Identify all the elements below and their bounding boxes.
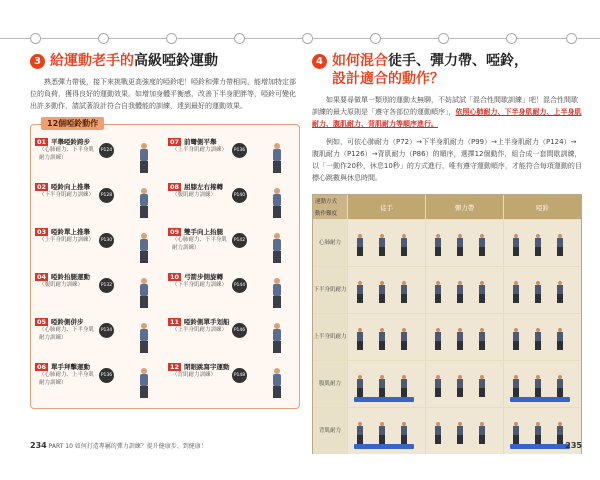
binding-ring xyxy=(166,33,177,44)
matrix-row-label: 腹肌耐力 xyxy=(313,361,347,407)
exercise-item xyxy=(35,362,162,405)
exercise-number: 04 xyxy=(37,272,47,281)
exercise-figure-icon xyxy=(356,281,364,303)
exercise-figure-icon xyxy=(512,328,520,350)
section-title xyxy=(332,52,528,88)
exercise-item xyxy=(168,182,295,225)
exercise-name: 單手拜擊運動 xyxy=(51,363,91,371)
page-ref-badge: P144 xyxy=(232,278,247,293)
matrix-column-header: 啞鈴 xyxy=(503,195,581,219)
binding-ring xyxy=(506,33,517,44)
matrix-row xyxy=(313,313,581,360)
exercise-item xyxy=(35,317,162,360)
matrix-cell xyxy=(347,408,425,454)
exercise-figure-icon xyxy=(400,328,408,350)
exercise-name: 啞鈴單上推舉 xyxy=(51,228,91,236)
title-highlight: 給運動老手的 xyxy=(50,53,134,69)
exercise-number: 07 xyxy=(170,137,180,146)
matrix-body xyxy=(313,219,581,454)
exercise-target: （背肌耐力訓練） xyxy=(172,372,217,378)
exercise-figure-icon xyxy=(356,422,364,444)
matrix-cell xyxy=(347,267,425,313)
page-ref-badge: P124 xyxy=(99,143,114,158)
exercise-name: 啞鈴側單手划船 xyxy=(184,318,230,326)
matrix-corner xyxy=(313,195,347,219)
exercise-number: 06 xyxy=(37,362,47,371)
title-line-2: 設計適合的動作？ xyxy=(332,71,444,87)
page-ref-badge: P134 xyxy=(99,323,114,338)
exercise-figure-icon xyxy=(556,375,564,397)
matrix-cell xyxy=(503,267,581,313)
page-ref-badge: P130 xyxy=(99,233,114,248)
exercise-item xyxy=(168,317,295,360)
exercise-name: 啞鈴向上推舉 xyxy=(51,183,91,191)
page-number: 235 xyxy=(565,441,582,450)
exercise-target: （腹肌耐力訓練） xyxy=(39,282,84,288)
matrix-row-label: 心肺耐力 xyxy=(313,220,347,266)
section-heading xyxy=(30,52,300,70)
matrix-cell xyxy=(425,220,503,266)
exercise-figure-icon xyxy=(434,234,442,256)
exercise-box-title: 12個啞鈴動作 xyxy=(41,117,104,130)
exercise-figure-icon xyxy=(512,281,520,303)
exercise-target: （心肺耐力、下半身肌耐力訓練） xyxy=(39,147,95,161)
page-ref-badge: P142 xyxy=(232,233,247,248)
example-paragraph: 例如，可依心肺耐力（P72）→下半身肌耐力（P99）→上半身肌耐力（P124）→腹肌耐力（P126）→背肌耐力（P86）的順序，選擇12個動作，組合成一套間歇訓練，以「一動作20秒，休息10秒」的方式進行，唯有遵守運動順序，才能符合每項運動的目標心跳數與休息時間。 xyxy=(312,138,582,182)
exercise-figure-icon xyxy=(434,281,442,303)
exercise-name: 弓箭步側旋轉 xyxy=(184,273,224,281)
exercise-figure-icon xyxy=(556,328,564,350)
exercise-figure-icon xyxy=(456,328,464,350)
exercise-figure-icon xyxy=(556,234,564,256)
matrix-cell xyxy=(425,361,503,407)
exercise-figure-icon xyxy=(378,281,386,303)
page-ref-badge: P136 xyxy=(99,368,114,383)
page-ref-badge: P128 xyxy=(99,188,114,203)
exercise-figure-icon xyxy=(400,234,408,256)
binding-ring xyxy=(438,33,449,44)
exercise-figure-icon xyxy=(434,328,442,350)
exercise-figure-icon xyxy=(268,368,286,398)
exercise-number: 12 xyxy=(170,362,180,371)
exercise-figure-icon xyxy=(135,278,153,308)
right-footer xyxy=(565,441,582,450)
exercise-number: 11 xyxy=(170,317,180,326)
binding-ring xyxy=(566,33,577,44)
corner-top: 運動方式 xyxy=(315,199,338,205)
exercise-item xyxy=(35,137,162,180)
exercise-grid xyxy=(35,137,295,405)
exercise-figure-icon xyxy=(268,323,286,353)
footer-text: PART 10 如何打造專屬的彈力訓練？提升健康步、到健康！ xyxy=(48,443,207,450)
title-highlight: 如何混合 xyxy=(332,53,388,69)
exercise-figure-icon xyxy=(356,328,364,350)
exercise-figure-icon xyxy=(456,234,464,256)
exercise-target: （心肺耐力、上半身肌耐力訓練） xyxy=(39,372,95,386)
matrix-row xyxy=(313,266,581,313)
section-heading xyxy=(312,52,582,88)
exercise-figure-icon xyxy=(534,375,542,397)
exercise-figure-icon xyxy=(400,281,408,303)
exercise-name: 屈膝左右捲轉 xyxy=(184,183,224,191)
exercise-figure-icon xyxy=(135,143,153,173)
exercise-item xyxy=(35,227,162,270)
exercise-number: 02 xyxy=(37,182,47,191)
exercise-figure-icon xyxy=(478,328,486,350)
exercise-figure-icon xyxy=(356,234,364,256)
exercise-mat xyxy=(510,444,570,449)
mix-paragraph-text: 如果要尋做單一類別的運動太無聊，不妨試試「混合性間歇訓練」吧！混合性間歇訓練的最大原則是「遵守各部位的運動順序」， xyxy=(312,96,578,116)
exercise-item xyxy=(168,362,295,405)
exercise-figure-icon xyxy=(456,281,464,303)
exercise-figure-icon xyxy=(434,422,442,444)
exercise-box xyxy=(30,119,300,409)
matrix-row xyxy=(313,219,581,266)
exercise-mat xyxy=(354,397,414,402)
exercise-mat xyxy=(510,397,570,402)
exercise-matrix xyxy=(312,194,582,454)
exercise-name: 閉眼跳寫字運動 xyxy=(184,363,230,371)
intro-paragraph: 熟悉彈力帶後，接下來挑戰更高強度的啞鈴吧！啞鈴和彈力帶相同，能增加特定部位的負荷，獲得良好的運動效果。如增加身體平衡感，改善下半身肥胖等，啞鈴可變化出許多動作，請試著設計符合自我體能的訓練，達到最好的運動效果。 xyxy=(30,78,296,110)
exercise-figure-icon xyxy=(534,328,542,350)
exercise-name: 啞鈴側併步 xyxy=(51,318,84,326)
exercise-figure-icon xyxy=(478,281,486,303)
page-ref-badge: P148 xyxy=(232,368,247,383)
matrix-cell xyxy=(425,408,503,454)
matrix-column-header: 徒手 xyxy=(347,195,425,219)
page-ref-badge: P136 xyxy=(232,143,247,158)
exercise-target: （腹肌耐力訓練） xyxy=(172,192,217,198)
exercise-target: （上半身肌耐力訓練） xyxy=(39,237,95,243)
exercise-figure-icon xyxy=(378,375,386,397)
exercise-figure-icon xyxy=(268,233,286,263)
binding-ring xyxy=(30,33,41,44)
matrix-row-label: 下半身肌耐力 xyxy=(313,267,347,313)
exercise-figure-icon xyxy=(456,422,464,444)
exercise-figure-icon xyxy=(534,422,542,444)
exercise-target: （心肺耐力、下半身肌耐力訓練） xyxy=(172,237,228,251)
title-rest: 徒手、彈力帶、啞鈴， xyxy=(388,53,528,69)
exercise-figure-icon xyxy=(268,278,286,308)
exercise-figure-icon xyxy=(135,233,153,263)
matrix-cell xyxy=(347,220,425,266)
exercise-figure-icon xyxy=(534,234,542,256)
exercise-figure-icon xyxy=(478,422,486,444)
matrix-cell xyxy=(425,267,503,313)
exercise-name: 啞鈴抬腿運動 xyxy=(51,273,91,281)
corner-bottom: 動作難度 xyxy=(315,211,338,217)
exercise-number: 09 xyxy=(170,227,180,236)
page-ref-badge: P140 xyxy=(232,188,247,203)
exercise-figure-icon xyxy=(378,328,386,350)
exercise-mat xyxy=(354,444,414,449)
matrix-cell xyxy=(503,220,581,266)
exercise-figure-icon xyxy=(512,375,520,397)
matrix-row xyxy=(313,407,581,454)
matrix-cell xyxy=(503,361,581,407)
section-number-badge: 4 xyxy=(312,54,327,69)
exercise-figure-icon xyxy=(478,375,486,397)
left-footer xyxy=(30,441,207,450)
exercise-figure-icon xyxy=(434,375,442,397)
exercise-figure-icon xyxy=(268,188,286,218)
matrix-cell xyxy=(425,314,503,360)
binding-ring xyxy=(302,33,313,44)
section-number-badge: 3 xyxy=(30,54,45,69)
exercise-figure-icon xyxy=(268,143,286,173)
page-number: 234 xyxy=(30,441,47,450)
exercise-item xyxy=(168,137,295,180)
exercise-figure-icon xyxy=(534,281,542,303)
exercise-item xyxy=(35,272,162,315)
exercise-target: （下半身肌耐力訓練） xyxy=(172,282,228,288)
exercise-figure-icon xyxy=(135,188,153,218)
exercise-number: 10 xyxy=(170,272,180,281)
exercise-number: 08 xyxy=(170,182,180,191)
exercise-figure-icon xyxy=(135,323,153,353)
exercise-number: 03 xyxy=(37,227,47,236)
exercise-figure-icon xyxy=(456,375,464,397)
binding-ring xyxy=(234,33,245,44)
exercise-name: 平舉啞鈴跨步 xyxy=(51,138,91,146)
exercise-name: 雙手向上抬腿 xyxy=(184,228,224,236)
matrix-row-label: 上半身肌耐力 xyxy=(313,314,347,360)
exercise-figure-icon xyxy=(378,422,386,444)
matrix-row xyxy=(313,360,581,407)
title-rest: 高級啞鈴運動 xyxy=(134,53,218,69)
exercise-figure-icon xyxy=(512,234,520,256)
exercise-figure-icon xyxy=(400,422,408,444)
page-ref-badge: P132 xyxy=(99,278,114,293)
section-title xyxy=(50,52,218,70)
exercise-target: （心肺耐力、下半身肌耐力訓練） xyxy=(39,327,95,341)
matrix-row-label: 背肌耐力 xyxy=(313,408,347,454)
exercise-figure-icon xyxy=(512,422,520,444)
mix-paragraph-emphasis: 依照心肺耐力、下半身肌耐力、上半身肌耐力、腹肌耐力、背肌耐力等順序進行。 xyxy=(312,108,582,128)
exercise-number: 01 xyxy=(37,137,47,146)
right-page xyxy=(312,52,582,452)
binding-ring xyxy=(370,33,381,44)
exercise-item xyxy=(168,227,295,270)
left-page xyxy=(30,52,300,452)
matrix-column-header: 彈力帶 xyxy=(425,195,503,219)
exercise-figure-icon xyxy=(556,422,564,444)
binding-ring xyxy=(98,33,109,44)
matrix-cell xyxy=(347,361,425,407)
exercise-target: （下半身肌耐力訓練） xyxy=(39,192,95,198)
exercise-figure-icon xyxy=(378,234,386,256)
exercise-figure-icon xyxy=(556,281,564,303)
exercise-figure-icon xyxy=(356,375,364,397)
exercise-target: （上半身肌耐力訓練） xyxy=(172,147,228,153)
exercise-figure-icon xyxy=(478,234,486,256)
exercise-figure-icon xyxy=(135,368,153,398)
exercise-name: 前彎側平舉 xyxy=(184,138,217,146)
exercise-target: （上半身肌耐力訓練） xyxy=(172,327,228,333)
matrix-header xyxy=(313,195,581,219)
exercise-item xyxy=(35,182,162,225)
mix-paragraph xyxy=(312,94,582,130)
matrix-cell xyxy=(347,314,425,360)
matrix-cell xyxy=(503,314,581,360)
exercise-figure-icon xyxy=(400,375,408,397)
exercise-item xyxy=(168,272,295,315)
page-ref-badge: P146 xyxy=(232,323,247,338)
exercise-number: 05 xyxy=(37,317,47,326)
